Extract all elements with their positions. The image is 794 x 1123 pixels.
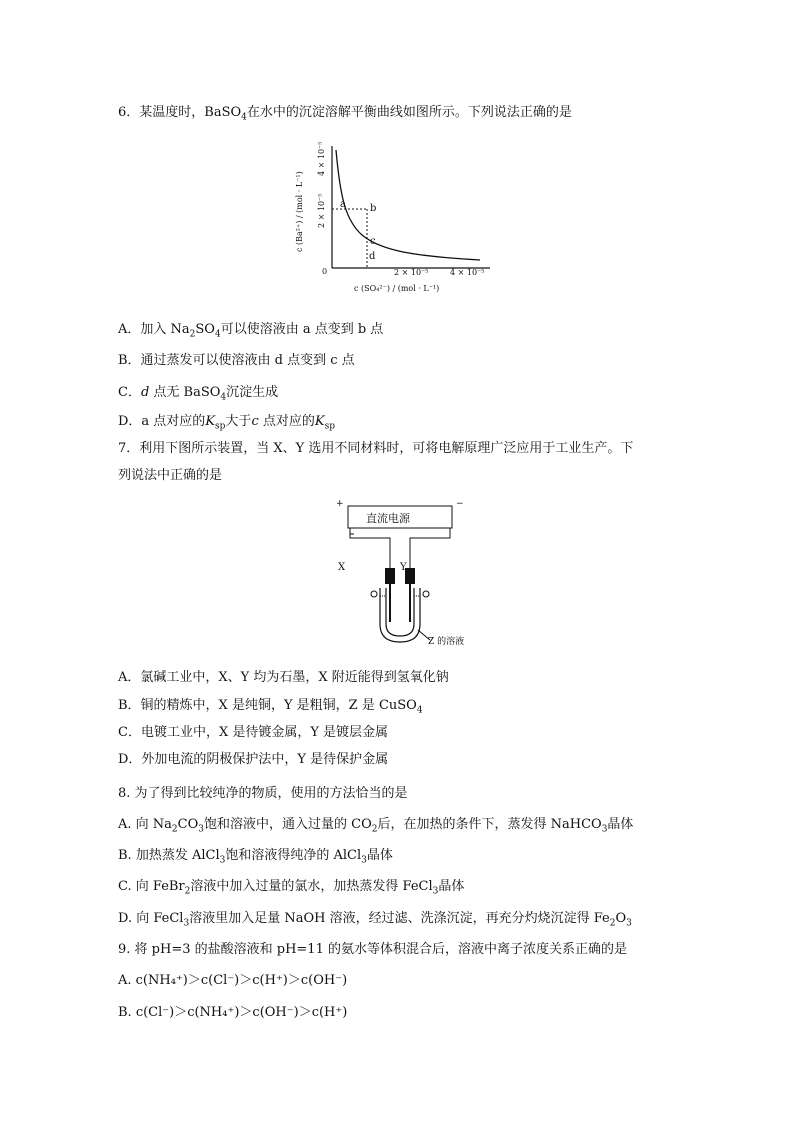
minus-sign: − — [456, 499, 464, 509]
label-x: X — [338, 562, 346, 573]
point-c: c — [370, 236, 376, 247]
label-z-solution: Z 的溶液 — [428, 637, 465, 647]
q7-option-a: A．氯碱工业中，X、Y 均为石墨，X 附近能得到氢氧化钠 — [118, 670, 449, 685]
q9-stem: 9. 将 pH=3 的盐酸溶液和 pH=11 的氨水等体积混合后，溶液中离子浓度关系正确的是 — [118, 942, 627, 957]
point-b: b — [370, 203, 377, 214]
q8-stem: 8. 为了得到比较纯净的物质，使用的方法恰当的是 — [118, 786, 408, 801]
q9-option-a: A. c(NH₄⁺)＞c(Cl⁻)＞c(H⁺)＞c(OH⁻) — [118, 973, 348, 988]
x-tick-mid: 2 × 10⁻⁵ — [394, 268, 429, 277]
point-d: d — [369, 251, 376, 262]
label-y: Y — [400, 562, 407, 573]
q6-option-c: C．d 点无 BaSO$_4$沉淀生成 — [118, 385, 279, 403]
y-tick-mid: 2 × 10⁻⁵ — [317, 193, 326, 228]
q6-option-a: A．加入 $Na_2SO_4$可以使溶液由 a 点变到 b 点 — [118, 322, 384, 340]
q6-option-d: D．a 点对应的$K_{sp}$大于c 点对应的$K_{sp}$ — [118, 414, 335, 432]
q7-option-b: B．铜的精炼中，X 是纯铜，Y 是粗铜，Z 是 CuSO$_4$ — [118, 698, 423, 716]
q8-option-a: A. 向 $Na_2CO_3$饱和溶液中，通入过量的 $CO_2$后，在加热的条件下，蒸发得 NaHCO$_3$晶体 — [118, 817, 634, 835]
q7-stem-line1: 7．利用下图所示装置，当 X、Y 选用不同材料时，可将电解原理广泛应用于工业生产。下 — [118, 441, 634, 456]
q8-option-c: C. 向 FeBr$_2$溶液中加入过量的氯水，加热蒸发得 FeCl$_3$晶体 — [118, 879, 465, 897]
plus-sign: + — [336, 499, 344, 509]
ksp-curve-chart — [290, 140, 510, 300]
point-a: a — [340, 199, 346, 210]
y-tick-top: 4 × 10⁻⁵ — [317, 141, 326, 176]
electrolysis-diagram — [330, 492, 470, 652]
q7-option-c: C．电镀工业中，X 是待镀金属，Y 是镀层金属 — [118, 725, 389, 740]
origin-label: 0 — [322, 267, 328, 276]
q7-option-d: D．外加电流的阴极保护法中，Y 是待保护金属 — [118, 752, 389, 767]
x-tick-right: 4 × 10⁻⁵ — [450, 268, 485, 277]
power-supply-label: 直流电源 — [366, 512, 410, 525]
q7-stem-line2: 列说法中正确的是 — [118, 468, 223, 483]
equilibrium-curve — [336, 150, 480, 260]
q8-option-b: B. 加热蒸发 AlCl$_3$饱和溶液得纯净的 AlCl$_3$晶体 — [118, 848, 393, 866]
q8-option-d: D. 向 FeCl$_3$溶液里加入足量 NaOH 溶液，经过滤、洗涤沉淀，再充分灼烧沉淀得 $Fe_2O_3$ — [118, 911, 632, 929]
y-axis-label: c (Ba²⁺) / (mol · L⁻¹) — [295, 171, 304, 252]
x-axis-label: c (SO₄²⁻) / (mol · L⁻¹) — [354, 284, 440, 293]
electrode-x-cap — [385, 568, 395, 584]
q9-option-b: B. c(Cl⁻)＞c(NH₄⁺)＞c(OH⁻)＞c(H⁺) — [118, 1005, 348, 1020]
q6-stem: 6．某温度时，BaSO$_4$在水中的沉淀溶解平衡曲线如图所示。下列说法正确的是 — [118, 105, 572, 123]
q6-option-b: B．通过蒸发可以使溶液由 d 点变到 c 点 — [118, 353, 355, 368]
